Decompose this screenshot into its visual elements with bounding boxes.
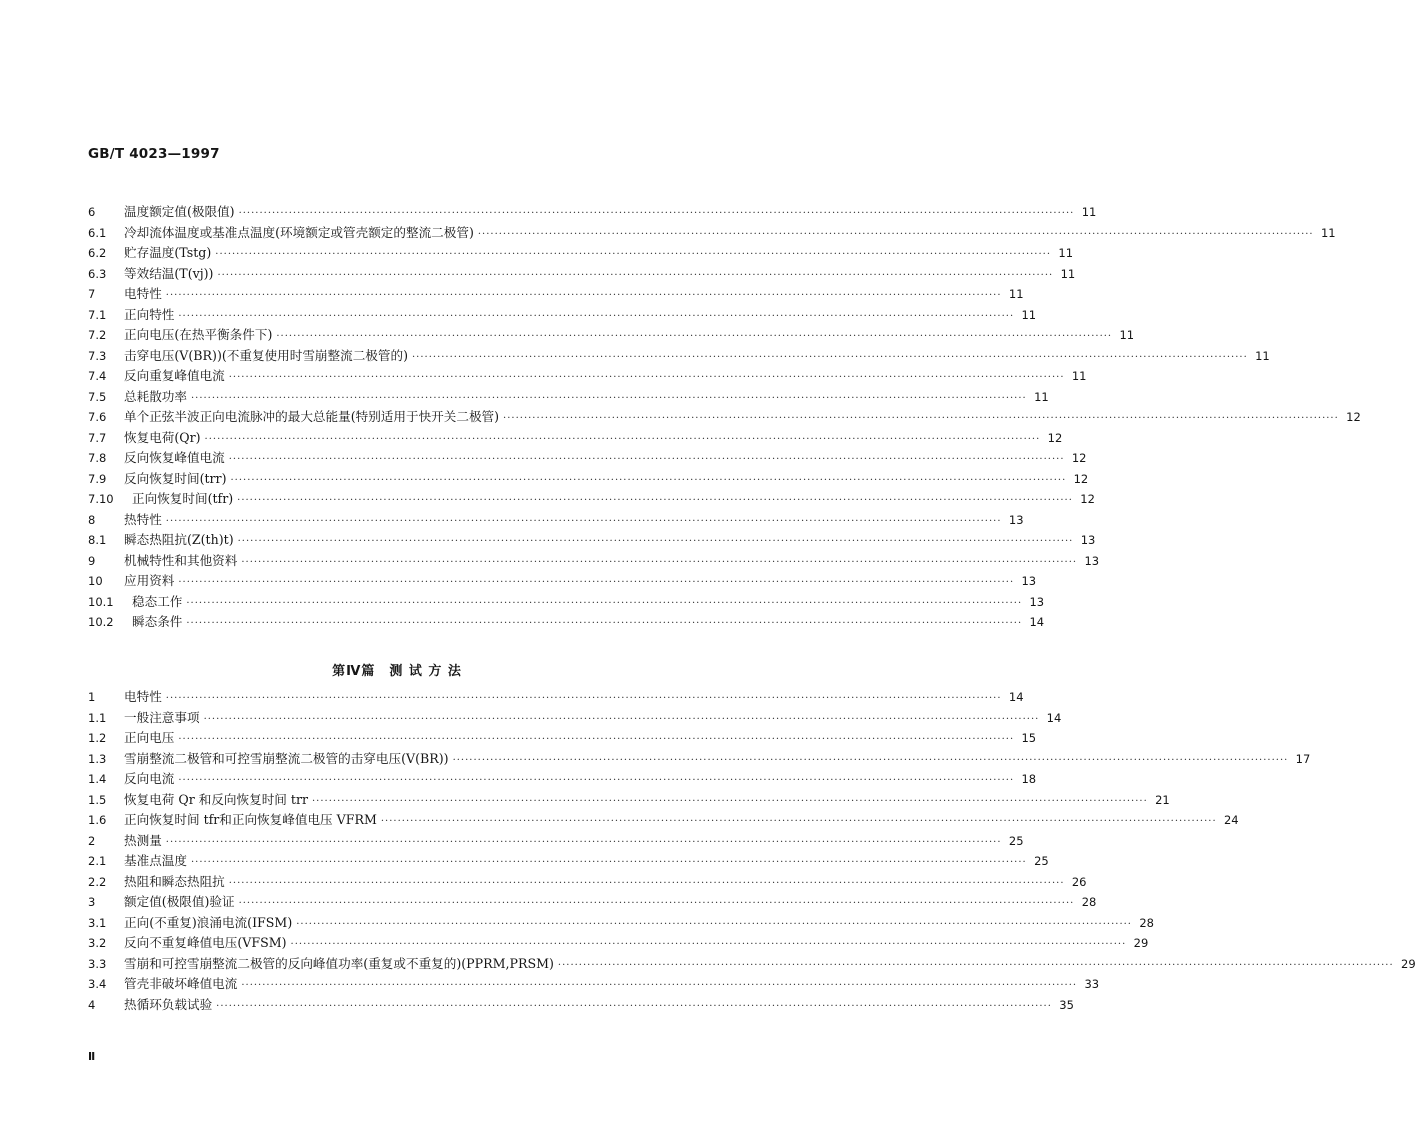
toc-entry[interactable] xyxy=(88,284,1024,305)
toc-entry[interactable] xyxy=(88,851,1049,872)
toc-leader-dots: ········································································································································································································ xyxy=(228,877,1065,889)
toc-entry-number: 2 xyxy=(88,833,96,848)
toc-leader-dots: ········································································································································································································ xyxy=(165,693,1002,704)
toc-entry[interactable] xyxy=(88,346,1270,367)
toc-entry-title: 恢复电荷 Qr 和反向恢复时间 trr xyxy=(124,791,308,807)
toc-entry-title: 正向特性 xyxy=(124,306,175,322)
toc-entry-title: 贮存温度(Tstg) xyxy=(124,245,212,260)
toc-entry[interactable] xyxy=(88,974,1100,995)
toc-entry-page: 13 xyxy=(1084,553,1100,568)
toc-entry[interactable] xyxy=(88,387,1049,408)
toc-entry-page: 14 xyxy=(1029,615,1045,629)
toc-entry-title: 管壳非破坏峰值电流 xyxy=(124,976,238,991)
toc-entry[interactable] xyxy=(88,810,1239,831)
toc-entry-title: 正向恢复时间(tfr) xyxy=(132,491,234,506)
toc-entry-page: 35 xyxy=(1059,997,1074,1012)
toc-entry-number: 1.2 xyxy=(88,731,107,745)
toc-entry[interactable] xyxy=(88,469,1089,490)
toc-entry-number: 3.1 xyxy=(88,915,107,930)
toc-entry-number: 6.2 xyxy=(88,246,107,260)
toc-entry-number: 2.1 xyxy=(88,854,107,868)
toc-entry[interactable] xyxy=(88,913,1154,934)
toc-entry-title: 热阻和瞬态热阻抗 xyxy=(124,873,225,889)
toc-entry-title: 总耗散功率 xyxy=(124,388,187,404)
toc-entry-title: 恢复电荷(Qr) xyxy=(124,429,201,445)
toc-entry-page: 11 xyxy=(1060,266,1076,281)
toc-entry-title: 反向恢复峰值电流 xyxy=(124,450,225,465)
toc-entry-page: 11 xyxy=(1034,389,1049,404)
toc-entry-number: 10.1 xyxy=(88,594,114,609)
toc-entry-title: 正向电压(在热平衡条件下) xyxy=(124,327,273,342)
toc-leader-dots: ········································································································································································································ xyxy=(296,918,1132,930)
toc-entry[interactable] xyxy=(88,530,1096,551)
toc-entry[interactable] xyxy=(88,489,1095,510)
toc-entry-number: 7.7 xyxy=(88,430,107,445)
toc-entry-page: 11 xyxy=(1255,348,1270,363)
toc-entry-page: 13 xyxy=(1008,512,1024,527)
toc-entry-number: 7 xyxy=(88,287,96,301)
toc-entry-page: 11 xyxy=(1071,369,1087,383)
toc-entry-page: 11 xyxy=(1058,246,1074,260)
toc-entry-number: 7.4 xyxy=(88,369,107,383)
toc-entry-title: 热循环负载试验 xyxy=(124,996,213,1012)
toc-entry-number: 1.4 xyxy=(88,772,107,786)
toc-entry-page: 11 xyxy=(1008,287,1024,301)
toc-entry-page: 21 xyxy=(1155,792,1170,807)
toc-entry[interactable] xyxy=(88,407,1361,428)
toc-entry-page: 25 xyxy=(1008,833,1024,848)
toc-leader-dots: ········································································································································································································ xyxy=(215,249,1052,260)
toc-entry-page: 13 xyxy=(1029,594,1045,609)
toc-entry-page: 26 xyxy=(1071,874,1087,889)
toc-leader-dots: ········································································································································································································ xyxy=(241,556,1078,568)
toc-entry-number: 9 xyxy=(88,553,96,568)
toc-entry-title: 等效结温(T(vj)) xyxy=(124,265,214,281)
toc-leader-dots: ········································································································································································································ xyxy=(241,980,1078,991)
toc-leader-dots: ········································································································································································································ xyxy=(230,474,1067,486)
toc-entry[interactable] xyxy=(88,995,1074,1016)
toc-leader-dots: ········································································································································································································ xyxy=(380,816,1217,827)
toc-entry-title: 击穿电压(V(BR))(不重复使用时雪崩整流二极管的) xyxy=(124,347,408,363)
toc-leader-dots: ········································································································································································································ xyxy=(178,775,1015,786)
toc-leader-dots: ········································································································································································································ xyxy=(228,454,1065,465)
toc-entry-page: 28 xyxy=(1139,915,1154,930)
toc-entry-page: 25 xyxy=(1034,854,1049,868)
toc-entry-number: 3.4 xyxy=(88,977,107,991)
part-heading: 第Ⅳ篇 测 试 方 法 xyxy=(332,664,462,679)
toc-entry-title: 应用资料 xyxy=(124,573,175,588)
toc-entry-number: 2.2 xyxy=(88,874,107,889)
toc-entry-title: 反向重复峰值电流 xyxy=(124,368,225,383)
toc-entry-number: 7.6 xyxy=(88,410,107,424)
toc-entry[interactable] xyxy=(88,428,1063,449)
toc-leader-dots: ········································································································································································································ xyxy=(276,331,1113,342)
toc-entry-number: 7.3 xyxy=(88,348,107,363)
toc-entry-page: 24 xyxy=(1223,813,1239,827)
toc-leader-dots: ········································································································································································································ xyxy=(477,228,1314,240)
toc-entry-number: 3 xyxy=(88,895,96,909)
toc-entry-title: 反向不重复峰值电压(VFSM) xyxy=(124,935,287,950)
toc-entry-page: 12 xyxy=(1071,451,1087,465)
toc-leader-dots: ········································································································································································································ xyxy=(238,898,1075,909)
toc-entry-page: 13 xyxy=(1021,574,1037,588)
toc-entry[interactable] xyxy=(88,592,1045,613)
toc-entry-title: 电特性 xyxy=(124,689,162,704)
toc-entry-page: 14 xyxy=(1046,710,1062,725)
toc-entry-title: 稳态工作 xyxy=(132,593,183,609)
toc-entry[interactable] xyxy=(88,954,1416,975)
toc-entry-title: 反向恢复时间(trr) xyxy=(124,470,227,486)
toc-entry-page: 12 xyxy=(1080,492,1095,506)
toc-entry[interactable] xyxy=(88,790,1170,811)
toc-entry-page: 18 xyxy=(1021,772,1037,786)
toc-leader-dots: ········································································································································································································ xyxy=(238,208,1075,219)
toc-entry-number: 7.8 xyxy=(88,451,107,465)
toc-entry-page: 11 xyxy=(1081,205,1097,219)
toc-entry-page: 17 xyxy=(1295,751,1311,766)
toc-leader-dots: ········································································································································································································ xyxy=(165,515,1002,527)
document-header: GB/T 4023—1997 xyxy=(88,146,220,162)
toc-leader-dots: ········································································································································································································ xyxy=(237,495,1073,506)
toc-leader-dots: ········································································································································································································ xyxy=(165,290,1002,301)
toc-leader-dots: ········································································································································································································ xyxy=(186,618,1023,629)
toc-entry-title: 雪崩整流二极管和可控雪崩整流二极管的击穿电压(V(BR)) xyxy=(124,750,449,766)
toc-entry-number: 1 xyxy=(88,690,96,704)
toc-entry-number: 8 xyxy=(88,512,96,527)
toc-entry-title: 额定值(极限值)验证 xyxy=(124,894,235,909)
toc-leader-dots: ········································································································································································································ xyxy=(237,536,1074,547)
toc-entry-number: 7.9 xyxy=(88,471,107,486)
toc-entry[interactable] xyxy=(88,728,1037,749)
toc-entry-number: 7.1 xyxy=(88,307,107,322)
toc-entry-title: 温度额定值(极限值) xyxy=(124,204,235,219)
toc-leader-dots: ········································································································································································································ xyxy=(178,577,1015,588)
toc-leader-dots: ········································································································································································································ xyxy=(557,959,1394,971)
toc-entry[interactable] xyxy=(88,687,1024,708)
toc-leader-dots: ········································································································································································································ xyxy=(190,857,1027,868)
toc-entry-number: 7.5 xyxy=(88,389,107,404)
toc-entry-title: 一般注意事项 xyxy=(124,709,200,725)
toc-entry[interactable] xyxy=(88,571,1037,592)
toc-entry-title: 瞬态条件 xyxy=(132,614,183,629)
toc-entry-page: 11 xyxy=(1021,307,1037,322)
toc-leader-dots: ········································································································································································································ xyxy=(452,754,1289,766)
toc-leader-dots: ········································································································································································································ xyxy=(503,413,1339,424)
toc-leader-dots: ········································································································································································································ xyxy=(203,713,1040,725)
toc-leader-dots: ········································································································································································································ xyxy=(190,392,1027,404)
toc-leader-dots: ········································································································································································································ xyxy=(178,734,1015,745)
toc-entry[interactable] xyxy=(88,892,1097,913)
toc-leader-dots: ········································································································································································································ xyxy=(412,351,1248,363)
toc-entry-number: 6.3 xyxy=(88,266,107,281)
toc-leader-dots: ········································································································································································································ xyxy=(228,372,1065,383)
toc-entry[interactable] xyxy=(88,325,1135,346)
toc-entry[interactable] xyxy=(88,448,1087,469)
toc-entry[interactable] xyxy=(88,708,1062,729)
toc-entry-page: 28 xyxy=(1081,895,1097,909)
toc-entry-page: 33 xyxy=(1084,977,1100,991)
toc-entry[interactable] xyxy=(88,872,1087,893)
toc-entry-page: 14 xyxy=(1008,690,1024,704)
toc-entry-page: 11 xyxy=(1119,328,1135,342)
toc-entry-number: 7.2 xyxy=(88,328,107,342)
toc-entry-title: 反向电流 xyxy=(124,771,175,786)
toc-entry-title: 机械特性和其他资料 xyxy=(124,552,238,568)
toc-entry-number: 1.1 xyxy=(88,710,107,725)
toc-leader-dots: ········································································································································································································ xyxy=(312,795,1148,807)
toc-entry-page: 12 xyxy=(1346,410,1361,424)
toc-entry[interactable] xyxy=(88,749,1311,770)
toc-leader-dots: ········································································································································································································ xyxy=(204,433,1041,445)
toc-entry-title: 电特性 xyxy=(124,286,162,301)
toc-entry-number: 6.1 xyxy=(88,225,107,240)
toc-entry-page: 29 xyxy=(1133,936,1149,950)
toc-entry[interactable] xyxy=(88,551,1100,572)
toc-entry[interactable] xyxy=(88,831,1024,852)
toc-leader-dots: ········································································································································································································ xyxy=(178,310,1015,322)
toc-leader-dots: ········································································································································································································ xyxy=(216,1000,1052,1012)
toc-entry-title: 正向(不重复)浪涌电流(IFSM) xyxy=(124,914,293,930)
toc-entry-title: 热特性 xyxy=(124,511,162,527)
toc-entry-title: 基准点温度 xyxy=(124,853,187,868)
toc-entry-title: 雪崩和可控雪崩整流二极管的反向峰值功率(重复或不重复的)(PPRM,PRSM) xyxy=(124,955,554,971)
toc-entry[interactable] xyxy=(88,264,1076,285)
toc-entry[interactable] xyxy=(88,305,1037,326)
toc-entry-page: 15 xyxy=(1021,731,1037,745)
toc-entry-title: 单个正弦半波正向电流脉冲的最大总能量(特别适用于快开关二极管) xyxy=(124,409,500,424)
toc-leader-dots: ········································································································································································································ xyxy=(186,597,1023,609)
toc-entry[interactable] xyxy=(88,202,1097,223)
toc-entry-page: 12 xyxy=(1073,471,1089,486)
toc-entry-number: 10.2 xyxy=(88,615,114,629)
toc-entry-number: 4 xyxy=(88,997,96,1012)
toc-entry[interactable] xyxy=(88,223,1336,244)
toc-entry[interactable] xyxy=(88,933,1149,954)
toc-entry-page: 13 xyxy=(1080,533,1096,547)
toc-entry[interactable] xyxy=(88,769,1037,790)
toc-entry[interactable] xyxy=(88,612,1045,633)
toc-entry-number: 1.5 xyxy=(88,792,107,807)
toc-entry-number: 3.2 xyxy=(88,936,107,950)
page-number-footer: Ⅱ xyxy=(88,1050,96,1063)
toc-entry-page: 11 xyxy=(1320,225,1336,240)
toc-section-part4 xyxy=(88,687,1416,1015)
toc-leader-dots: ········································································································································································································ xyxy=(165,836,1002,848)
toc-entry-page: 29 xyxy=(1401,956,1416,971)
toc-entry-page: 12 xyxy=(1047,430,1063,445)
toc-leader-dots: ········································································································································································································ xyxy=(290,939,1127,950)
toc-leader-dots: ········································································································································································································ xyxy=(217,269,1054,281)
toc-entry-number: 1.6 xyxy=(88,813,107,827)
toc-entry[interactable] xyxy=(88,243,1074,264)
toc-entry-number: 6 xyxy=(88,205,96,219)
toc-entry-title: 正向恢复时间 tfr和正向恢复峰值电压 VFRM xyxy=(124,812,377,827)
toc-entry-number: 7.10 xyxy=(88,492,114,506)
toc-entry-number: 10 xyxy=(88,574,103,588)
toc-entry-title: 正向电压 xyxy=(124,730,175,745)
toc-entry-title: 冷却流体温度或基准点温度(环境额定或管壳额定的整流二极管) xyxy=(124,224,474,240)
toc-entry-number: 8.1 xyxy=(88,533,107,547)
toc-entry-number: 1.3 xyxy=(88,751,107,766)
toc-section-part3 xyxy=(88,202,1361,633)
toc-entry-number: 3.3 xyxy=(88,956,107,971)
toc-entry-title: 瞬态热阻抗(Z(th)t) xyxy=(124,532,234,547)
toc-entry[interactable] xyxy=(88,510,1024,531)
toc-entry-title: 热测量 xyxy=(124,832,162,848)
toc-entry[interactable] xyxy=(88,366,1087,387)
